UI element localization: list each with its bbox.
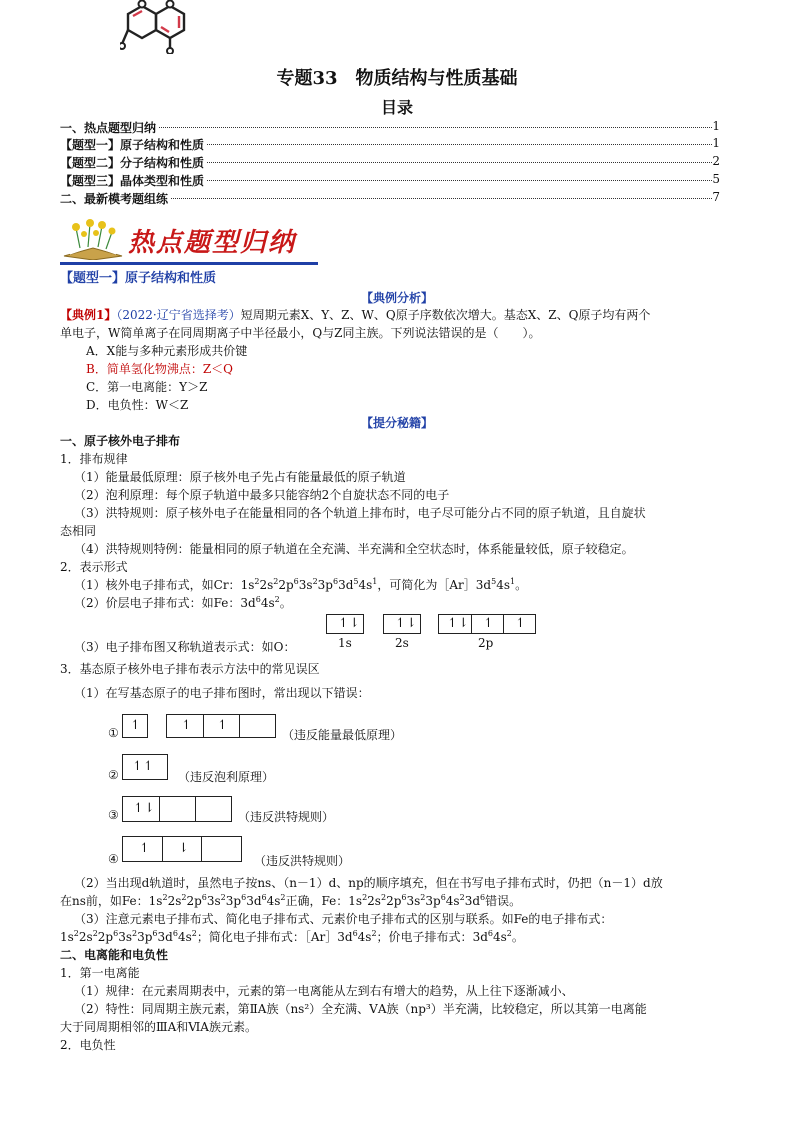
rule-text: （3）洪特规则：原子核外电子在能量相同的各个轨道上排布时，电子尽可能分占不同的原子轨道，且自旋状 bbox=[74, 506, 646, 520]
option-d: D．电负性：W＜Z bbox=[86, 398, 189, 412]
error-1-box-a: ↿ bbox=[122, 714, 148, 738]
rule-text: （1）能量最低原理：原子核外电子先占有能量最低的原子轨道 bbox=[74, 470, 406, 484]
subheading: 2．表示形式 bbox=[60, 560, 128, 574]
heading-2: 二、电离能和电负性 bbox=[60, 948, 169, 962]
ionization-text: （1）规律：在元素周期表中，元素的第一电离能从左到右有增大的趋势，从上往下逐渐减小、 bbox=[74, 984, 574, 998]
option-a: A．X能与多种元素形成共价键 bbox=[86, 344, 248, 358]
toc-entry[interactable]: 【题型一】原子结构和性质 1 bbox=[60, 136, 720, 152]
error-intro: （1）在写基态原子的电子排布图时，常出现以下错误： bbox=[74, 686, 370, 700]
ionization-text: 大于同周期相邻的ⅢA和ⅥA族元素。 bbox=[60, 1020, 257, 1034]
error-text-3: （3）注意元素电子排布式、简化电子排布式、元素价电子排布式的区别与联系。如Fe的电子排布式： bbox=[74, 912, 613, 926]
orbital-label: 2s bbox=[395, 636, 409, 650]
page-title: 专题33 物质结构与性质基础 bbox=[276, 68, 518, 89]
error-number: ④ bbox=[108, 852, 119, 866]
orbital-box-1s: ↿⇂ bbox=[326, 614, 364, 634]
error-text: （2）当出现d轨道时，虽然电子按ns、（n－1）d、np的顺序填充，但在书写电子排布式时，仍把（n－1）d放 bbox=[74, 876, 663, 890]
heading-1: 一、原子核外电子排布 bbox=[60, 434, 181, 448]
toc-heading: 目录 bbox=[380, 98, 413, 117]
tips-heading: 【提分秘籍】 bbox=[360, 416, 433, 430]
error-number: ③ bbox=[108, 808, 119, 822]
toc-entry[interactable]: 一、热点题型归纳 1 bbox=[60, 119, 720, 135]
rule-text: 态相同 bbox=[60, 524, 97, 538]
error-1-box-b: ↿ ↿ bbox=[166, 714, 276, 738]
example-stem: 【典例1】（2022·辽宁省选择考）短周期元素X、Y、Z、W、Q原子序数依次增大。基态X、Z、Q原子均有两个 bbox=[60, 308, 651, 322]
config-cr: （1）核外电子排布式，如Cr：$1s^22s^22p^63s^23p^63d^54s^1$，可简化为$[Ar]3d^54s^1$。 bbox=[74, 577, 528, 592]
orbital-box-2p: ↿⇂ ↿ ↿ bbox=[438, 614, 536, 634]
subheading: 1．排布规律 bbox=[60, 452, 128, 466]
error-note: （违反泡利原理） bbox=[178, 770, 275, 784]
toc-entry[interactable]: 二、最新模考题组练 7 bbox=[60, 190, 720, 206]
banner-underline bbox=[60, 262, 318, 265]
section-banner: 热点题型归纳 bbox=[128, 228, 297, 258]
config-fe: （2）价层电子排布式：如Fe：$3d^64s^2$。 bbox=[74, 595, 292, 610]
subheading: 1．第一电离能 bbox=[60, 966, 140, 980]
error-2-box: ↿↿ bbox=[122, 754, 168, 780]
option-b: B．简单氢化物沸点：Z＜Q bbox=[86, 362, 233, 376]
error-4-box: ↿ ⇂ bbox=[122, 836, 242, 862]
rule-text: （2）泡利原理：每个原子轨道中最多只能容纳2个自旋状态不同的电子 bbox=[74, 488, 450, 502]
section-label: 【题型一】原子结构和性质 bbox=[60, 271, 217, 286]
subheading: 3．基态原子核外电子排布表示方法中的常见误区 bbox=[60, 662, 320, 676]
example-heading: 【典例分析】 bbox=[360, 291, 433, 305]
error-note: （违反能量最低原理） bbox=[282, 728, 403, 742]
error-text-2: 在ns前，如Fe：$1s^22s^22p^63s^23p^63d^64s^2$正确，Fe：$1s^22s^22p^63s^23p^64s^23d^6$错误。 bbox=[60, 893, 522, 908]
logo-molecule-icon bbox=[120, 0, 196, 54]
orbital-label: 1s bbox=[338, 636, 352, 650]
rule-text: （4）洪特规则特例：能量相同的原子轨道在全充满、半充满和全空状态时，体系能量较低，原子较稳定。 bbox=[74, 542, 634, 556]
orbital-label: 2p bbox=[478, 636, 494, 650]
example-stem-2: 单电子，W简单离子在同周期离子中半径最小，Q与Z同主族。下列说法错误的是（ ）。 bbox=[60, 326, 541, 340]
error-number: ① bbox=[108, 726, 119, 740]
ionization-text: （2）特性：同周期主族元素，第ⅡA族（ns²）全充满、ⅤA族（np³）半充满，比较稳定，所以其第一电离能 bbox=[74, 1002, 647, 1016]
toc-entry[interactable]: 【题型二】分子结构和性质 2 bbox=[60, 154, 720, 170]
orbital-text: （3）电子排布图又称轨道表示式：如O： bbox=[74, 640, 296, 654]
toc-entry[interactable]: 【题型三】晶体类型和性质 5 bbox=[60, 172, 720, 188]
error-text-4: $1s^22s^22p^63s^23p^63d^64s^2$；简化电子排布式：$[Ar]3d^64s^2$；价电子排布式：$3d^64s^2$。 bbox=[60, 929, 524, 944]
error-note: （违反洪特规则） bbox=[238, 810, 335, 824]
book-flower-icon bbox=[60, 218, 126, 260]
error-number: ② bbox=[108, 768, 119, 782]
orbital-box-2s: ↿⇂ bbox=[383, 614, 421, 634]
subheading: 2．电负性 bbox=[60, 1038, 116, 1052]
error-3-box: ↿⇂ bbox=[122, 796, 232, 822]
error-note: （违反洪特规则） bbox=[254, 854, 351, 868]
option-c: C．第一电离能：Y＞Z bbox=[86, 380, 208, 394]
